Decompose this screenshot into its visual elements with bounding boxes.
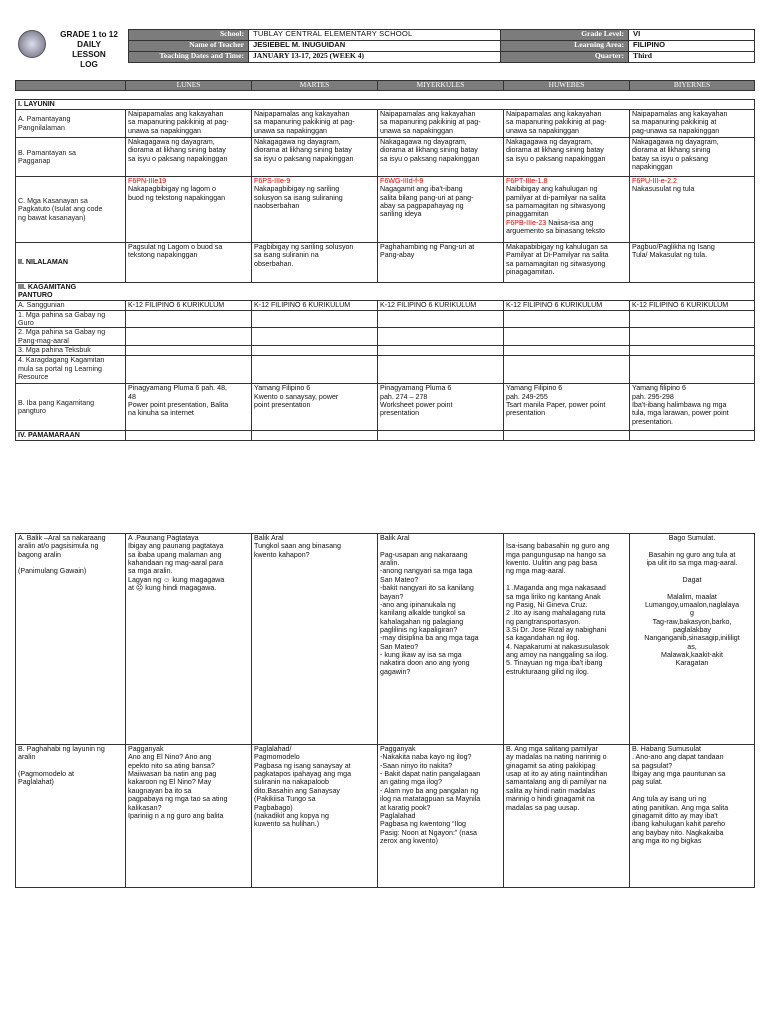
grade-level-value: VI	[629, 30, 755, 41]
competency-code-extra: F6PB-IIIe-23	[506, 218, 547, 227]
cell-balik-aral-miyerkules: Balik Aral Pag-usapan ang nakaraang aralin. -anong nangyari sa mga taga San Mateo? -bakit nangyari ito sa kanilang bayan? -ano ang ipinanukala ng kanilang alkalde tungkol sa kahalagahan ng palagiang paglilinis ng kapaligiran? -may disiplina ba ang mga taga San Mateo? - kung ikaw ay isa sa mga nakatira doon ano ang iyong gagawin?	[378, 534, 504, 745]
competency-code: F6PS-IIIe-9	[254, 177, 291, 185]
cell-iba-pang-martes: Yamang Filipino 6 Kwento o sanaysay, power point presentation	[252, 384, 378, 431]
cell-empty	[504, 431, 630, 441]
cell-sanggunian-lunes: K-12 FILIPINO 6 KURIKULUM	[126, 300, 252, 310]
learning-area-value: FILIPINO	[629, 41, 755, 52]
cell-sanggunian-huwebes: K-12 FILIPINO 6 KURIKULUM	[504, 300, 630, 310]
school-value: TUBLAY CENTRAL ELEMENTARY SCHOOL	[249, 30, 501, 41]
quarter-label: Quarter:	[501, 52, 629, 63]
dates-value: JANUARY 13-17, 2025 (WEEK 4)	[249, 52, 501, 63]
cell-kasanayan-martes	[252, 177, 378, 243]
dll-title: GRADE 1 to 12 DAILY LESSON LOG	[60, 30, 118, 69]
cell-empty	[630, 356, 755, 384]
cell-empty	[378, 310, 504, 328]
competency-text-extra: Naiisa-isa ang arguemento sa binasang teksto	[506, 218, 605, 236]
cell-empty	[378, 328, 504, 346]
cell-balik-aral-biyernes: Bago Sumulat. Basahin ng guro ang tula at ipa ulit ito sa mga mag-aaral. Dagat Malalim, maalat Lumangoy,umaalon,naglalaya g Tag-raw,bakasyon,barko, paglalakbay Nanganganib,sinasagip,inililigt as, Malawak,kaakit-akit Karagatan	[630, 534, 755, 745]
cell-sanggunian-biyernes: K-12 FILIPINO 6 KURIKULUM	[630, 300, 755, 310]
teacher-label: Name of Teacher	[129, 41, 249, 52]
day-martes: MARTES	[252, 81, 378, 91]
cell-pagganap-huwebes: Nakagagawa ng dayagram, diorama at likhang sining batay sa isyu o paksang napakinggan	[504, 138, 630, 177]
procedure-table	[15, 533, 755, 888]
cell-paghahabi-huwebes: B. Ang mga salitang pamilyar ay madalas na nating naririnig o ginagamit sa ating pakikipag usap at ito ay ating naiintindihan samantalang ang di pamilyar na salita ay hindi natin madalas marinig o hindi ginagamit na madalas sa pag uusap.	[504, 745, 630, 888]
cell-nilalaman-lunes: Pagsulat ng Lagom o buod sa tekstong napakinggan	[126, 243, 252, 283]
cell-empty	[630, 310, 755, 328]
cell-paghahabi-miyerkules: Pagganyak -Nakakita naba kayo ng ilog? -Saan ninyo ito nakita? - Bakit dapat natin pangalagaan an gating mga ilog? - Alam nyo ba ang pangalan ng ilog na matatagpuan sa Maynila at karatig pook? Paglalahad Pagbasa ng kwentong “Ilog Pasig: Noon at Ngayon:” (nasa zerox ang kwento)	[378, 745, 504, 888]
cell-empty	[378, 346, 504, 356]
cell-pagganap-martes: Nakagagawa ng dayagram, diorama at likhang sining batay sa isyu o paksang napakinggan	[252, 138, 378, 177]
row-label-karagdagang-kagamitan: 4. Karagdagang Kagamitan mula sa portal ng Learning Resource	[16, 356, 126, 384]
row-label-gabay-mag-aaral: 2. Mga pahina sa Gabay ng Pang-mag-aaral	[16, 328, 126, 346]
cell-nilalaman-biyernes: Pagbuo/Paglikha ng Isang Tula/ Makasulat ng tula.	[630, 243, 755, 283]
row-label-sanggunian: A. Sanggunian	[16, 300, 126, 310]
cell-pangnilalaman-biyernes: Naipapamalas ang kakayahan sa mapanuring pakikinig at pag-unawa sa napakinggan	[630, 110, 755, 138]
competency-text: Nagagamit ang iba't-ibang salita bilang pang-uri at pang- abay sa pagpapahayag ng sariling ideya	[380, 185, 474, 219]
cell-empty	[504, 310, 630, 328]
cell-pagganap-miyerkules: Nakagagawa ng dayagram, diorama at likhang sining batay sa isyu o paksang napakinggan	[378, 138, 504, 177]
cell-paghahabi-martes: Paglalahad/ Pagmomodelo Pagbasa ng isang sanaysay at pagkatapos ipahayag ang mga suliranin na nakapaloob dito.Basahin ang Sanaysay (Pakikiisa Tungo sa Pagbabago) (nakadikit ang kopya ng kuwento sa hulihan.)	[252, 745, 378, 888]
cell-empty	[504, 356, 630, 384]
cell-empty	[126, 431, 252, 441]
cell-empty	[252, 310, 378, 328]
cell-empty	[630, 328, 755, 346]
cell-empty	[630, 431, 755, 441]
competency-code: F6PN-IIIe19	[128, 177, 167, 185]
cell-nilalaman-huwebes: Makapabibigay ng kahulugan sa Pamilyar at Di-Pamilyar na salita sa pamamagitan ng sitwasyong pinagagamitan.	[504, 243, 630, 283]
cell-empty	[126, 346, 252, 356]
quarter-value: Third	[629, 52, 755, 63]
row-label-teksbuk: 3. Mga pahina Teksbuk	[16, 346, 126, 356]
row-label-paghahabi: B. Paghahabi ng layunin ng aralin (Pagmomodelo at Paglalahat)	[16, 745, 126, 888]
cell-iba-pang-biyernes: Yamang filipino 6 pah. 295-298 Iba't-ibang halimbawa ng mga tula, mga larawan, power point presentation.	[630, 384, 755, 431]
cell-empty	[504, 346, 630, 356]
cell-sanggunian-miyerkules: K-12 FILIPINO 6 KURIKULUM	[378, 300, 504, 310]
competency-code: F6PT-IIIe-1.8	[506, 177, 548, 185]
cell-iba-pang-lunes: Pinagyamang Pluma 6 pah. 48, 48 Power point presentation, Balita na kinuha sa internet	[126, 384, 252, 431]
cell-pangnilalaman-miyerkules: Naipapamalas ang kakayahan sa mapanuring pakikinig at pag- unawa sa napakinggan	[378, 110, 504, 138]
header-info-table	[128, 29, 755, 63]
section-nilalaman: II. NILALAMAN	[16, 243, 126, 283]
cell-balik-aral-huwebes: Isa-isang babasahin ng guro ang mga pangungusap na hango sa kwento. Uulitin ang pag basa ng mga mag-aaral. 1 .Maganda ang mga nakasaad sa mga liriko ng kantang Anak ng Pasig, Ni Gineva Cruz. 2 .Ito ay isang mahalagang ruta ng pangtransportasyon. 3.Si Dr. Jose Rizal ay nabighani sa kagandahan ng ilog. 4. Napakarumi at nakasusulasok ang amoy na nanggaling sa ilog. 5. Tinayuan ng mga iba't ibang estrukturaang gilid ng ilog.	[504, 534, 630, 745]
cell-empty	[126, 356, 252, 384]
lesson-plan-table	[15, 99, 755, 441]
cell-empty	[630, 346, 755, 356]
cell-pagganap-biyernes: Nakagagawa ng dayagram, diorama at likhang sining batay sa isyu o paksang napakinggan	[630, 138, 755, 177]
cell-iba-pang-miyerkules: Pinagyamang Pluma 6 pah. 274 – 278 Worksheet power point presentation	[378, 384, 504, 431]
dates-label: Teaching Dates and Time:	[129, 52, 249, 63]
row-label-iba-pang-kagamitan: B. Iba pang Kagamitang pangturo	[16, 384, 126, 431]
cell-nilalaman-martes: Pagbibigay ng sariling solusyon sa isang suliranin na obserbahan.	[252, 243, 378, 283]
cell-empty	[252, 356, 378, 384]
teacher-value: JESIEBEL M. INUGUIDAN	[249, 41, 501, 52]
competency-text: Nakasusulat ng tula	[632, 185, 695, 194]
learning-area-label: Learning Area:	[501, 41, 629, 52]
cell-paghahabi-biyernes: B. Habang Sumusulat . Ano-ano ang dapat tandaan sa pagsulat? Ibigay ang mga pauntunan sa pag sulat. Ang tula ay isang uri ng ating panitikan. Ang mga salita ginagamit ditto ay may iba't ibang kahulugan kahit pareho ang baybay nito. Nagkakaiba ang mga ito ng bigkas	[630, 745, 755, 888]
cell-pagganap-lunes: Nakagagawa ng dayagram, diorama at likhang sining batay sa isyu o paksang napakinggan	[126, 138, 252, 177]
cell-empty	[252, 346, 378, 356]
cell-kasanayan-biyernes	[630, 177, 755, 243]
competency-text: Nakapagbibigay ng sariling solusyon sa isang suliraning naobserbahan	[254, 185, 343, 211]
row-label-kasanayan: C. Mga Kasanayan sa Pagkatuto (Isulat ang code ng bawat kasanayan)	[16, 177, 126, 243]
section-pamamaraan: IV. PAMAMARAAN	[16, 431, 126, 441]
cell-kasanayan-huwebes	[504, 177, 630, 243]
row-label-balik-aral: A. Balik –Aral sa nakaraang aralin at/o pagsisimula ng bagong aralin (Panimulang Gawain)	[16, 534, 126, 745]
cell-paghahabi-lunes: Pagganyak Ano ang El Nino? Ano ang epekto nito sa ating bansa? Maiiwasan ba natin ang pag kakaroon ng El Nino? May kaugnayan ba ito sa pagpabaya ng mga tao sa ating kalikasan? Ipariniig n a ng guro ang balita	[126, 745, 252, 888]
weekday-blank	[16, 81, 126, 91]
cell-empty	[378, 431, 504, 441]
cell-empty	[252, 431, 378, 441]
section-kagamitang-panturo: III. KAGAMITANG PANTURO	[16, 283, 755, 301]
cell-pangnilalaman-lunes: Naipapamalas ang kakayahan sa mapanuring pakikinig at pag- unawa sa napakinggan	[126, 110, 252, 138]
row-label-pamantayan-sa-pagganap: B. Pamantayan sa Pagganap	[16, 138, 126, 177]
competency-code: F6WG-IIId-f-9	[380, 177, 424, 185]
cell-empty	[504, 328, 630, 346]
day-huwebes: HUWEBES	[504, 81, 630, 91]
cell-empty	[378, 356, 504, 384]
cell-empty	[252, 328, 378, 346]
competency-text: Nakapagbibigay ng lagom o buod ng tekstong napakinggan	[128, 185, 226, 202]
competency-text: Naibibigay ang kahulugan ng pamilyar at di-pamilyar na salita sa pamamagitan ng sitwasyong pinaggamitan	[506, 185, 606, 219]
grade-level-label: Grade Level:	[501, 30, 629, 41]
row-label-pamantayang-pangnilalaman: A. Pamantayang Pangnilalaman	[16, 110, 126, 138]
cell-balik-aral-lunes: A .Paunang Pagtataya Ibigay ang paunang pagtataya sa ibaba upang malaman ang kahandaan ng mag-aaral para sa mga aralin. Lagyan ng ☺ kung magagawa at ☹ kung hindi magagawa.	[126, 534, 252, 745]
row-label-gabay-guro: 1. Mga pahina sa Gabay ng Guro	[16, 310, 126, 328]
deped-seal-logo	[18, 30, 46, 58]
day-lunes: LUNES	[126, 81, 252, 91]
cell-balik-aral-martes: Balik Aral Tungkol saan ang binasang kwento kahapon?	[252, 534, 378, 745]
weekday-header	[15, 80, 755, 91]
school-label: School:	[129, 30, 249, 41]
day-biyernes: BIYERNES	[630, 81, 755, 91]
cell-kasanayan-miyerkules	[378, 177, 504, 243]
competency-code: F6PU-III-e-2.2	[632, 177, 677, 185]
cell-pangnilalaman-huwebes: Naipapamalas ang kakayahan sa mapanuring pakikinig at pag- unawa sa napakinggan	[504, 110, 630, 138]
cell-nilalaman-miyerkules: Paghahambing ng Pang-uri at Pang-abay	[378, 243, 504, 283]
cell-empty	[126, 328, 252, 346]
cell-iba-pang-huwebes: Yamang Filipino 6 pah. 249-255 Tsart manila Paper, power point presentation	[504, 384, 630, 431]
cell-sanggunian-martes: K-12 FILIPINO 6 KURIKULUM	[252, 300, 378, 310]
cell-kasanayan-lunes	[126, 177, 252, 243]
cell-empty	[126, 310, 252, 328]
cell-pangnilalaman-martes: Naipapamalas ang kakayahan sa mapanuring pakikinig at pag- unawa sa napakinggan	[252, 110, 378, 138]
day-miyerkules: MIYERKULES	[378, 81, 504, 91]
section-layunin: I. LAYUNIN	[16, 100, 755, 110]
